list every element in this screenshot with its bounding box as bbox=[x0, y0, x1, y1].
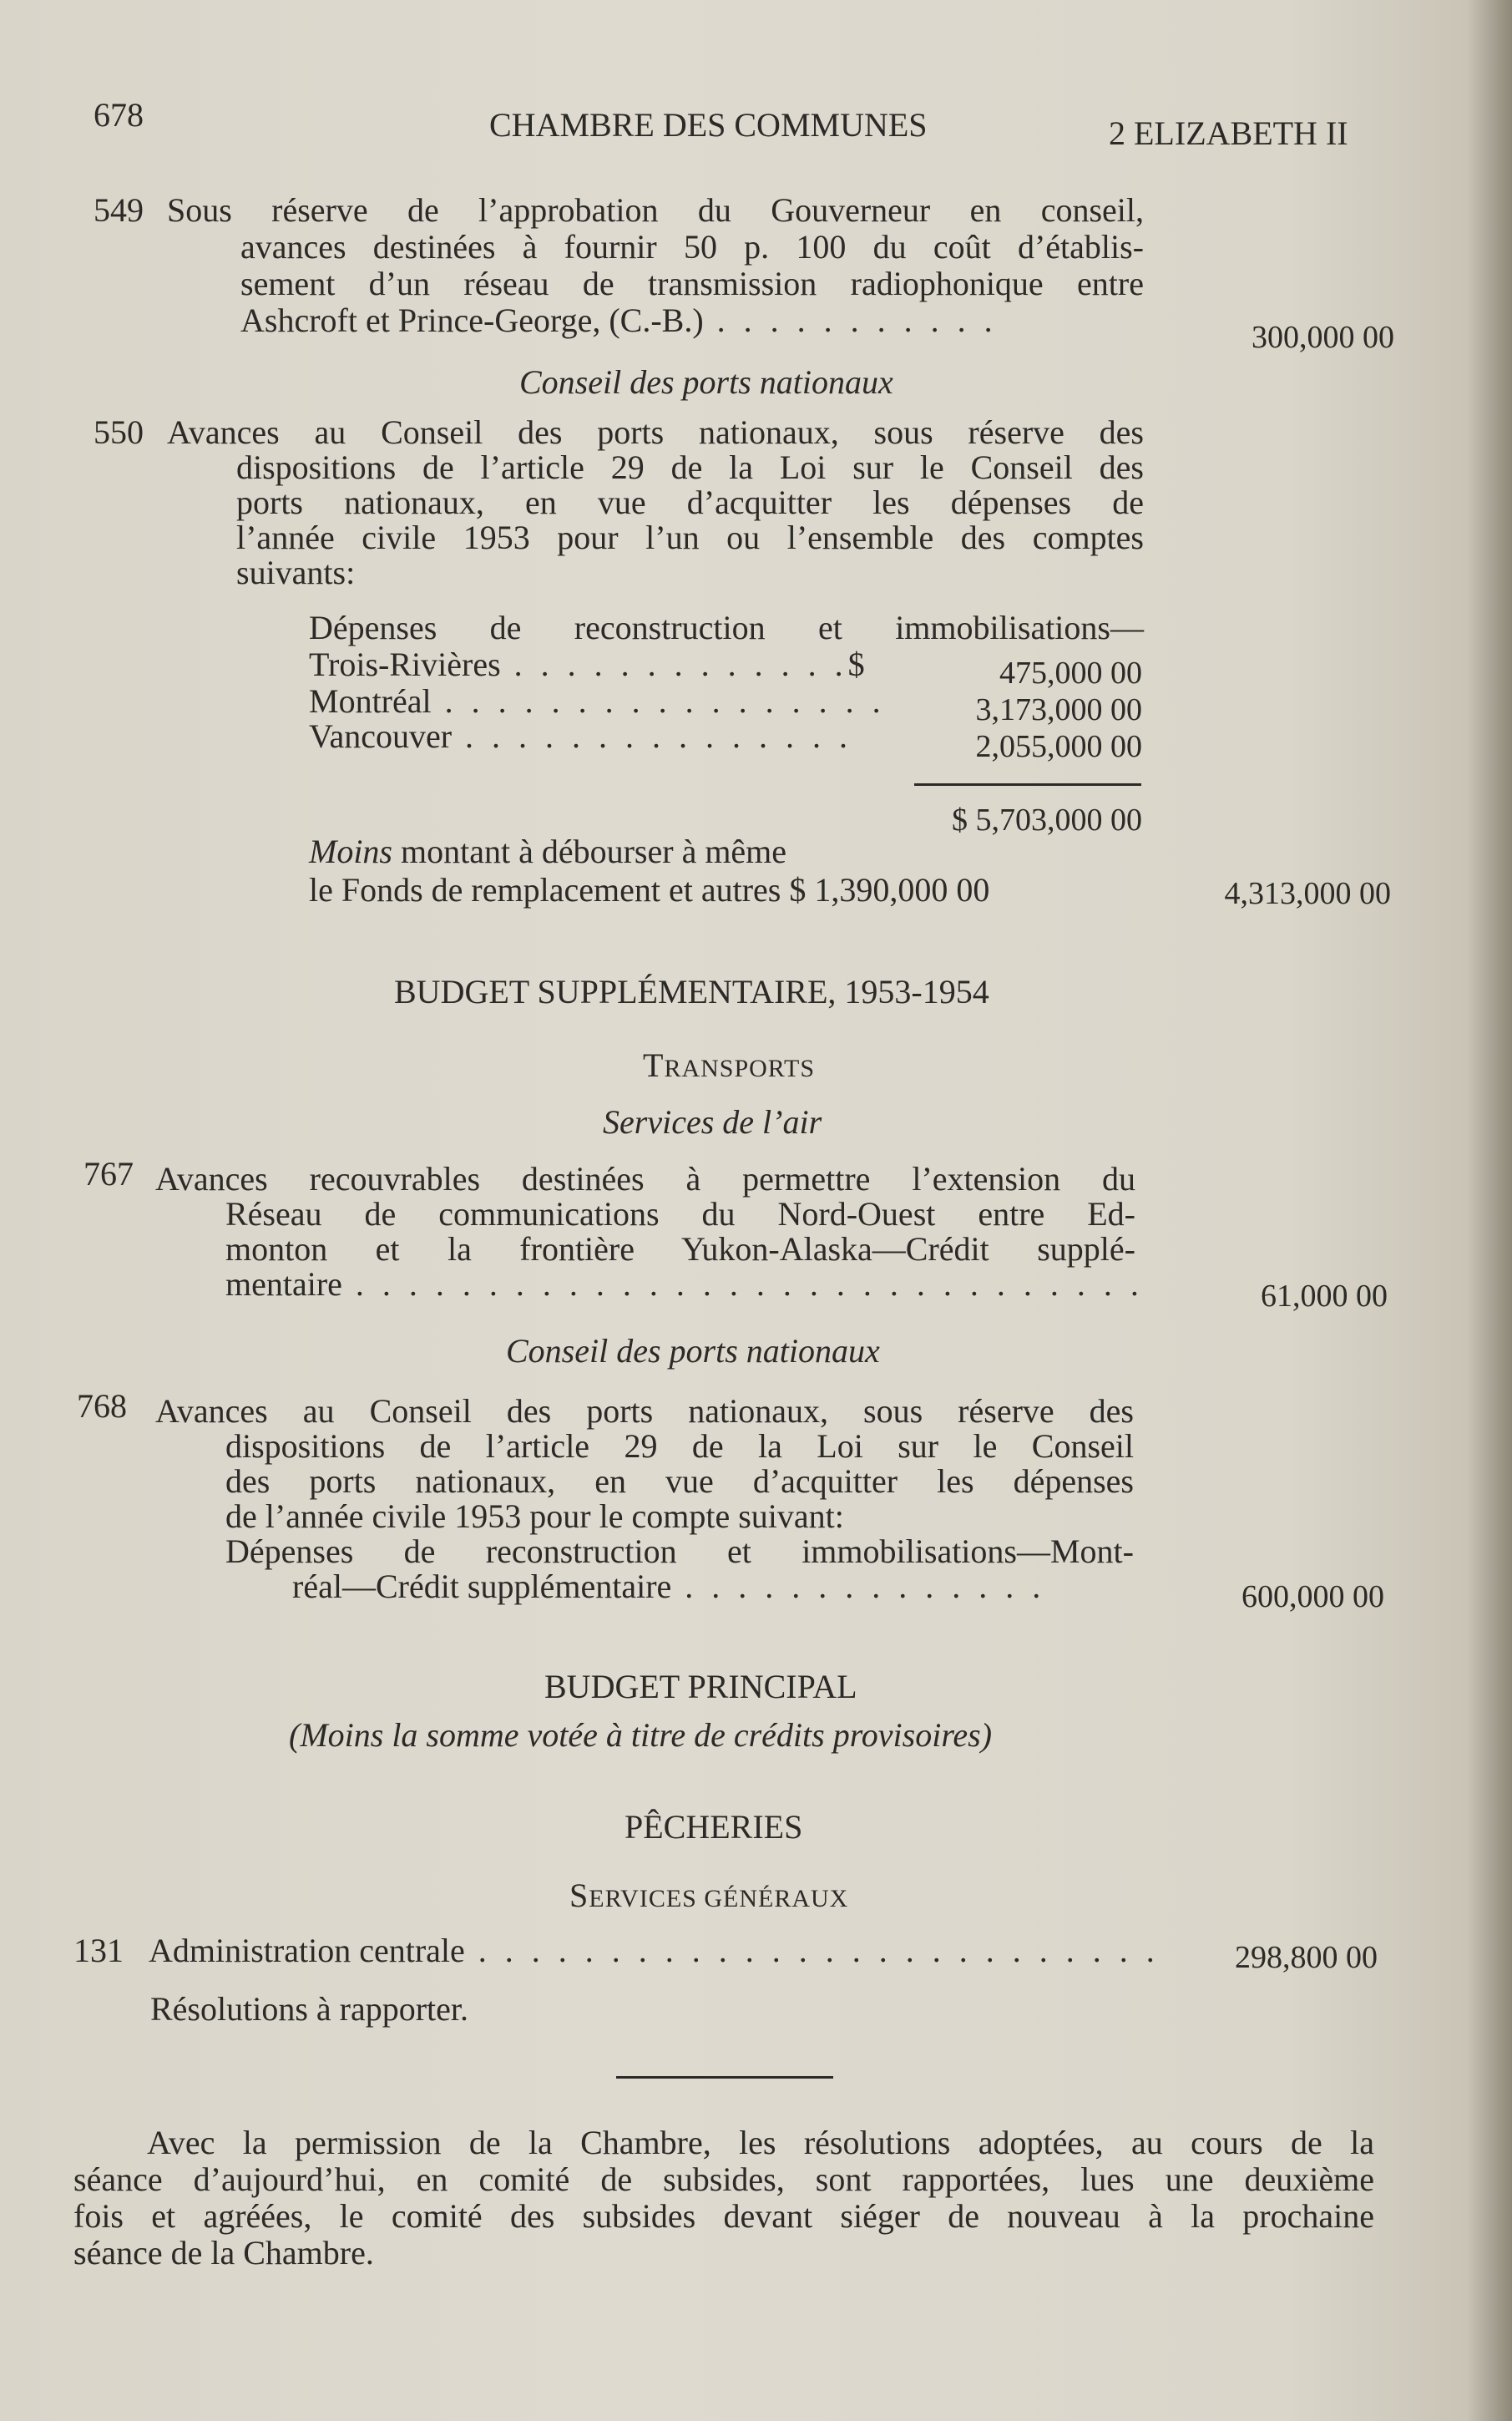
closing-line: séance de la Chambre. bbox=[73, 2234, 374, 2272]
closing-line: Avec la permission de la Chambre, les résolutions adoptées, au cours de la bbox=[147, 2124, 1374, 2161]
item-768-number: 768 bbox=[77, 1387, 127, 1425]
resolutions-line: Résolutions à rapporter. bbox=[150, 1990, 469, 2028]
section-title: BUDGET SUPPLÉMENTAIRE, 1953-1954 bbox=[394, 973, 989, 1010]
item-768-line: dispositions de l’article 29 de la Loi sur le Conseil bbox=[225, 1427, 1134, 1465]
section-title: BUDGET PRINCIPAL bbox=[544, 1668, 857, 1705]
item-767-line: monton et la frontière Yukon-Alaska—Crédit supplé- bbox=[225, 1230, 1135, 1268]
sub-item-label: Vancouver . . . . . . . . . . . . . . . bbox=[309, 717, 853, 755]
less-line-2: le Fonds de remplacement et autres $ 1,390,000 00 bbox=[309, 871, 990, 909]
item-550-number: 550 bbox=[94, 413, 144, 451]
section-subtitle: TRANSPORTS bbox=[643, 1046, 816, 1084]
item-768-line: Avances au Conseil des ports nationaux, sous réserve des bbox=[155, 1392, 1134, 1430]
section-note: (Moins la somme votée à titre de crédits provisoires) bbox=[289, 1716, 993, 1754]
item-767-line: mentaire . . . . . . . . . . . . . . . . . . . . . . . . . . . . . . bbox=[225, 1265, 1144, 1303]
item-767-line: Avances recouvrables destinées à permettre l’extension du bbox=[155, 1160, 1135, 1198]
item-550-amount: 4,313,000 00 bbox=[1224, 876, 1391, 911]
item-550-line: suivants: bbox=[236, 554, 356, 591]
item-768-line: des ports nationaux, en vue d’acquitter les dépenses bbox=[225, 1462, 1134, 1500]
section-heading: Conseil des ports nationaux bbox=[506, 1332, 880, 1370]
sub-item-amount: 475,000 00 bbox=[999, 656, 1142, 691]
page-number: 678 bbox=[94, 96, 144, 134]
closing-line: séance d’aujourd’hui, en comité de subsides, sont rapportées, lues une deuxième bbox=[73, 2160, 1374, 2198]
closing-line: fois et agréées, le comité des subsides devant siéger de nouveau à la prochaine bbox=[73, 2197, 1374, 2235]
item-550-line: dispositions de l’article 29 de la Loi sur le Conseil des bbox=[236, 448, 1144, 486]
sub-heading: Dépenses de reconstruction et immobilisations— bbox=[309, 609, 1144, 646]
item-549-amount: 300,000 00 bbox=[1252, 320, 1394, 355]
subtotal-rule bbox=[914, 783, 1141, 786]
item-549-line: avances destinées à fournir 50 p. 100 du coût d’établis- bbox=[240, 228, 1144, 266]
item-768-line: réal—Crédit supplémentaire . . . . . . . . . . . . . . bbox=[292, 1568, 1046, 1605]
item-549-line: Sous réserve de l’approbation du Gouverneur en conseil, bbox=[167, 191, 1144, 229]
item-768-amount: 600,000 00 bbox=[1241, 1579, 1384, 1614]
sub-item-label: Trois-Rivières . . . . . . . . . . . . .$ bbox=[309, 646, 865, 683]
item-549-number: 549 bbox=[94, 191, 144, 229]
sub-item-label: Montréal . . . . . . . . . . . . . . . . . bbox=[309, 682, 886, 720]
session-label: 2 ELIZABETH II bbox=[1109, 114, 1348, 152]
sub-item-amount: 2,055,000 00 bbox=[975, 729, 1142, 764]
sub-item-amount: 3,173,000 00 bbox=[975, 692, 1142, 727]
item-549-line: Ashcroft et Prince-George, (C.-B.) . . . . . . . . . . . bbox=[240, 301, 998, 339]
item-768-line: Dépenses de reconstruction et immobilisations—Mont- bbox=[225, 1532, 1134, 1570]
divider bbox=[616, 2076, 833, 2079]
section-heading: Services de l’air bbox=[603, 1103, 822, 1141]
item-131-amount: 298,800 00 bbox=[1235, 1940, 1378, 1975]
item-768-line: de l’année civile 1953 pour le compte suivant: bbox=[225, 1497, 844, 1535]
item-767-number: 767 bbox=[83, 1155, 134, 1193]
item-550-line: ports nationaux, en vue d’acquitter les dépenses de bbox=[236, 484, 1144, 521]
less-line: Moins montant à débourser à même bbox=[309, 833, 787, 870]
item-767-amount: 61,000 00 bbox=[1261, 1279, 1388, 1314]
section-subtitle: SERVICES GÉNÉRAUX bbox=[569, 1877, 849, 1914]
section-heading: Conseil des ports nationaux bbox=[519, 363, 893, 401]
item-549-line: sement d’un réseau de transmission radiophonique entre bbox=[240, 265, 1144, 302]
section-title: PÊCHERIES bbox=[625, 1808, 803, 1846]
item-767-line: Réseau de communications du Nord-Ouest entre Ed- bbox=[225, 1195, 1135, 1233]
subtotal-amount: $ 5,703,000 00 bbox=[952, 803, 1142, 838]
item-550-line: l’année civile 1953 pour l’un ou l’ensemble des comptes bbox=[236, 519, 1144, 556]
running-title: CHAMBRE DES COMMUNES bbox=[489, 106, 928, 144]
item-131-number: 131 bbox=[73, 1932, 124, 1969]
item-131-label: Administration centrale . . . . . . . . . . . . . . . . . . . . . . . . . . bbox=[149, 1932, 1160, 1969]
item-550-line: Avances au Conseil des ports nationaux, sous réserve des bbox=[167, 413, 1144, 451]
